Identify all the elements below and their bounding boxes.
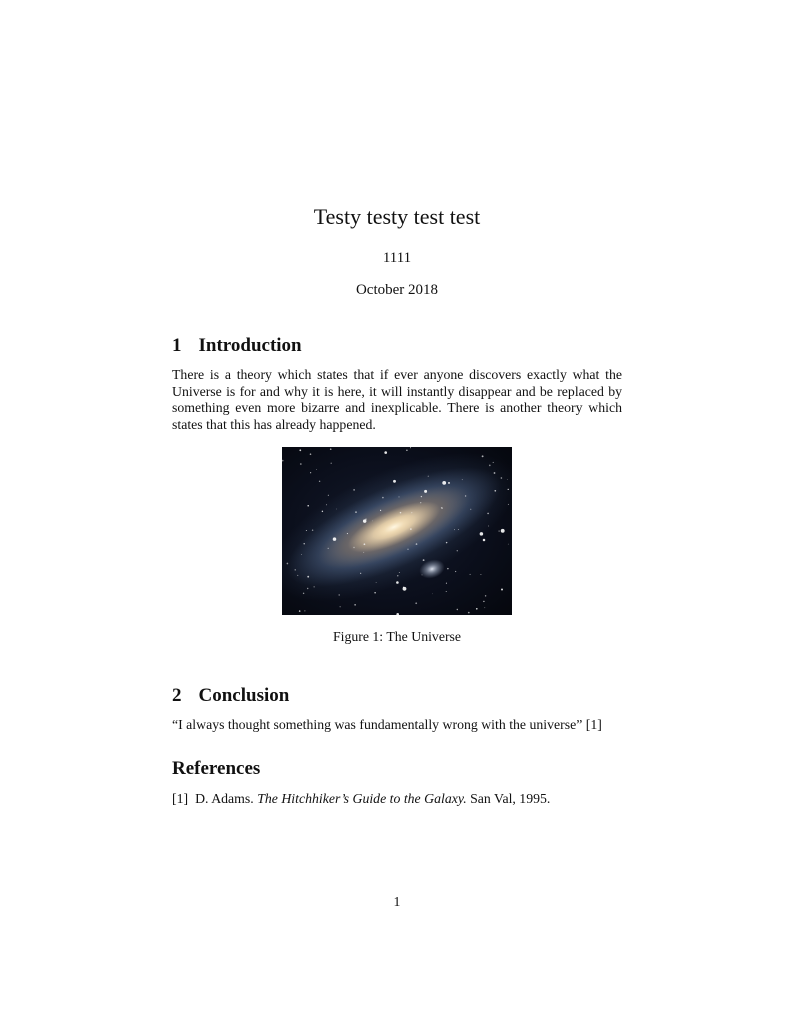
reference-title: The Hitchhiker’s Guide to the Galaxy.: [257, 790, 467, 806]
reference-authors: D. Adams.: [195, 790, 254, 806]
conclusion-section-number: 2: [172, 685, 182, 707]
paper-title: Testy testy test test: [313, 204, 481, 229]
paper-author: 1111: [382, 250, 412, 266]
universe-figure-image: [282, 447, 512, 615]
reference-publisher: San Val, 1995.: [470, 790, 551, 806]
figure-caption: Figure 1: The Universe: [332, 629, 462, 645]
conclusion-section-title: Conclusion: [198, 685, 290, 707]
section-conclusion: [172, 685, 622, 734]
conclusion-paragraph: “I always thought something was fundamentally wrong with the universe” [1]: [172, 717, 602, 733]
introduction-paragraph: There is a theory which states that if ever anyone discovers exactly what the Universe is for and why it is here, it will instantly disappear and be replaced by something even more bizarre and inexplicable. There is another theory which states that this has already happened.: [172, 367, 622, 432]
content-column: [172, 0, 622, 808]
introduction-heading: [172, 335, 622, 357]
figure-block: [172, 447, 622, 645]
section-introduction: [172, 335, 622, 433]
reference-marker: [1]: [172, 790, 189, 806]
introduction-section-number: 1: [172, 335, 182, 356]
references-heading: References: [172, 757, 261, 779]
page-number: 1: [393, 894, 401, 909]
paper-date: October 2018: [355, 282, 439, 298]
reference-item: [172, 791, 622, 808]
references-section: [172, 758, 622, 808]
conclusion-heading: [172, 685, 622, 707]
introduction-section-title: Introduction: [198, 335, 302, 356]
reference-text: [195, 791, 550, 808]
